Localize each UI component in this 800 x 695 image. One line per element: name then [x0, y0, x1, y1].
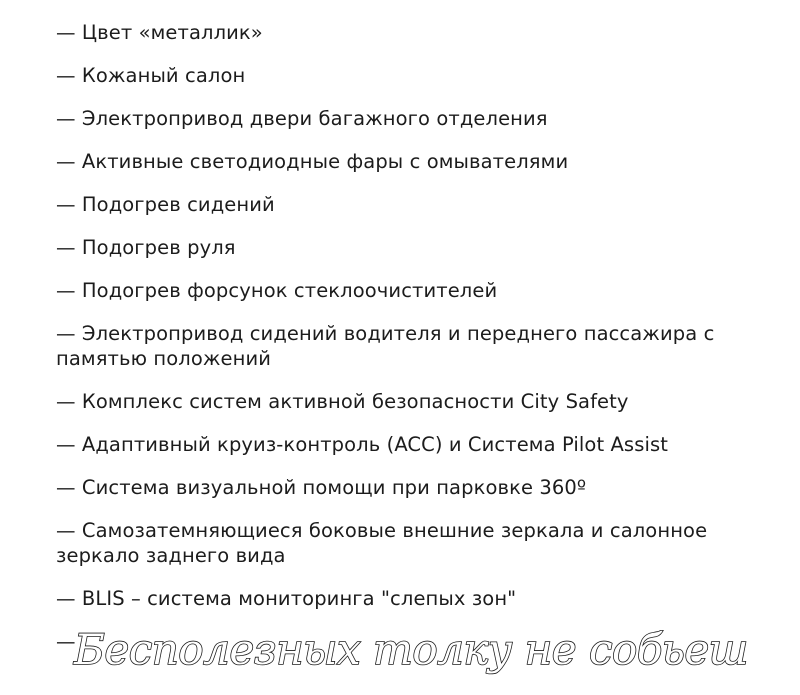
list-item: — Подогрев форсунок стеклоочистителей [56, 279, 498, 302]
list-item: — Самозатемняющиеся боковые внешние зеркала и салонное зеркало заднего вида [56, 519, 708, 567]
list-item: — Система визуальной помощи при парковке 360º [56, 476, 587, 499]
list-item: — Электропривод сидений водителя и переднего пассажира с памятью положений [56, 322, 715, 370]
list-item: — Адаптивный круиз-контроль (ACC) и Система Pilot Assist [56, 433, 668, 456]
list-item: — Активные светодиодные фары с омывателями [56, 150, 569, 173]
list-item: — Электропривод двери багажного отделения [56, 107, 548, 130]
list-item: — Комплекс систем активной безопасности City Safety [56, 390, 629, 413]
list-item: — Подогрев руля [56, 236, 236, 259]
list-item: — [56, 630, 76, 653]
list-item: — Кожаный салон [56, 64, 246, 87]
feature-list [56, 20, 756, 672]
list-item: — BLIS – система мониторинга "слепых зон" [56, 587, 517, 610]
list-item: — Цвет «металлик» [56, 21, 263, 44]
watermark-text: Бесполезных толку не собьеш [74, 625, 748, 674]
list-item: — Подогрев сидений [56, 193, 275, 216]
